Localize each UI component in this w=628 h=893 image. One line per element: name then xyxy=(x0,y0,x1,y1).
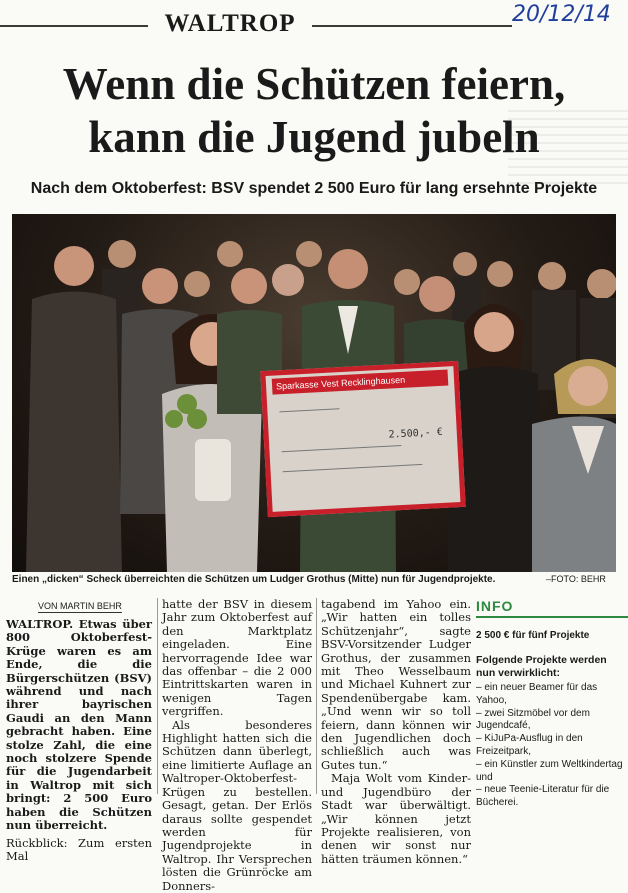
article-paragraph: Als besonderes Highlight hatten sich die Schützen dann überlegt, eine limitierte Auflage an Waltroper-Oktoberfest-Krügen zu bestellen. Gesagt, getan. Der Erlös daraus sollte gespendet werden für Jugendprojekte in Waltrop. Ihr Versprechen lösten die Grünröcke am Donners- xyxy=(162,717,312,893)
column-divider xyxy=(316,598,317,794)
headline-line-1: Wenn die Schützen feiern, xyxy=(62,59,566,109)
article-column-3 xyxy=(321,598,471,866)
byline: VON MARTIN BEHR xyxy=(38,601,122,611)
info-subtitle: 2 500 € für fünf Projekte xyxy=(476,630,590,641)
header-rule-left xyxy=(0,25,148,27)
article-paragraph: tagabend im Yahoo ein. „Wir hatten ein tolles Schützenjahr“, sagte BSV-Vorsitzender Ludger Grothus, der zusammen mit Theo Wesselbaum und Michael Kuhnert zur Spendenübergabe kam. „Und wenn wir so toll feiern, dann können wir den Jugendlichen doch schließlich auch was Gutes tun.“ xyxy=(321,597,471,772)
cheque-line xyxy=(279,408,339,412)
section-title: WALTROP xyxy=(164,10,296,37)
article-photo xyxy=(12,214,616,572)
headline xyxy=(0,58,628,164)
article-paragraph: Rückblick: Zum ersten Mal xyxy=(6,835,152,863)
list-item: – ein neuer Beamer für das Yahoo, xyxy=(476,682,598,706)
article-lead: WALTROP. Etwas über 800 Oktoberfest-Krüge waren es am Ende, die die Bürgerschützen (BSV) während und nach ihrer bayrischen Gaudi an den Mann gebracht haben. Eine stolze Zahl, die eine noch stolzere Spende für die Jugendarbeit in Waltrop mit sich bringt: 2 500 Euro haben die Schützen nun überreicht. xyxy=(6,617,152,833)
info-box xyxy=(476,598,628,809)
info-project-list xyxy=(476,682,628,810)
cheque-line xyxy=(282,445,402,452)
donation-cheque xyxy=(260,361,465,517)
headline-line-2: kann die Jugend jubeln xyxy=(88,112,540,162)
subheadline: Nach dem Oktoberfest: BSV spendet 2 500 Euro für lang ersehnte Projekte xyxy=(30,180,598,197)
cheque-amount: 2.500,- € xyxy=(388,426,444,441)
article-paragraph: hatte der BSV in diesem Jahr zum Oktoberfest auf den Marktplatz eingeladen. Eine hervorragende Idee war das offenbar – die 2 000 Eintrittskarten waren in wenigen Tagen vergriffen. xyxy=(162,597,312,719)
photo-caption: Einen „dicken“ Scheck überreichten die Schützen um Ludger Grothus (Mitte) nun für Jugendprojekte. xyxy=(12,574,496,585)
column-divider xyxy=(157,598,158,794)
photo-credit: –FOTO: BEHR xyxy=(546,574,606,584)
cheque-line xyxy=(283,464,423,472)
list-item: – neue Teenie-Literatur für die Bücherei. xyxy=(476,784,610,809)
list-item: – KiJuPa-Ausflug in den Freizeitpark, xyxy=(476,733,583,757)
list-item: – ein Künstler zum Weltkindertag und xyxy=(476,758,623,783)
list-item: – zwei Sitzmöbel vor dem Jugendcafé, xyxy=(476,707,590,732)
info-title: INFO xyxy=(476,598,628,618)
header-rule-right xyxy=(312,25,512,27)
info-intro: Folgende Projekte werden nun verwirklicht: xyxy=(476,654,607,679)
handwritten-date: 20/12/14 xyxy=(512,2,611,27)
cheque-bank-name: Sparkasse Vest Recklinghausen xyxy=(272,369,449,394)
article-paragraph: Maja Wolt vom Kinder- und Jugendbüro der Stadt war überwältigt. „Wir können jetzt Projekte realisieren, von denen wir sonst nur hätten träumen können.“ xyxy=(321,771,471,866)
article-column-2 xyxy=(162,598,312,893)
article-column-1 xyxy=(6,618,152,863)
